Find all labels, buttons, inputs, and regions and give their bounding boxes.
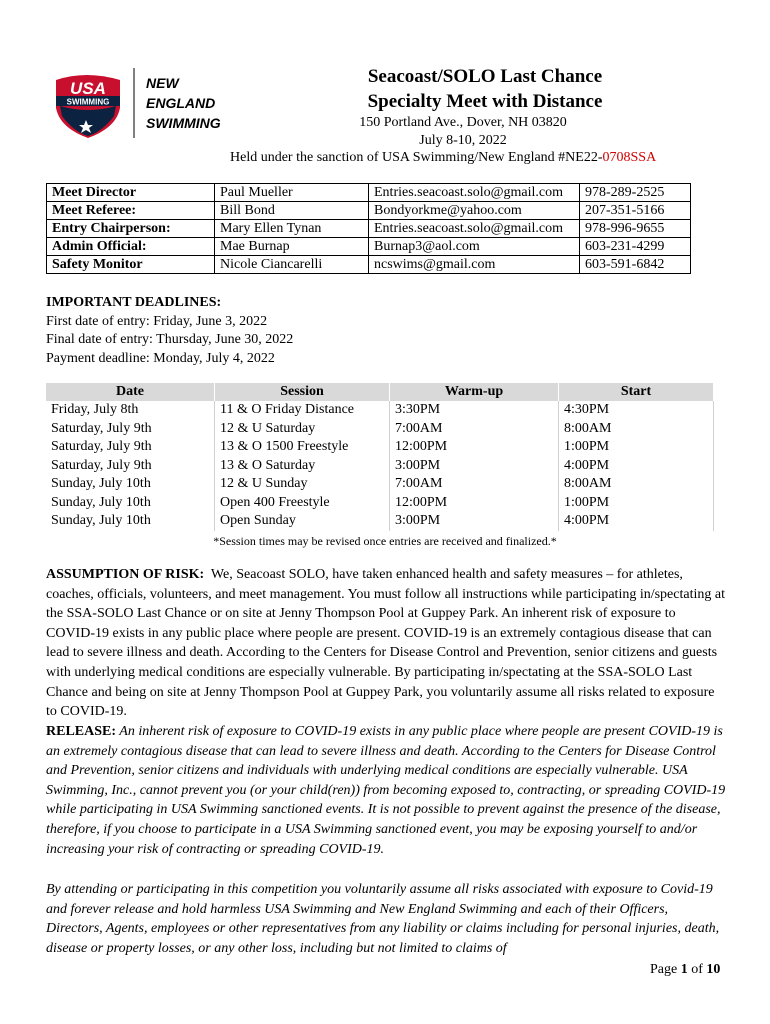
schedule-header-session: Session (215, 383, 390, 401)
first-entry-date: First date of entry: Friday, June 3, 2022 (46, 313, 268, 329)
official-name: Mary Ellen Tynan (215, 220, 369, 238)
meet-title-line2: Specialty Meet with Distance (367, 91, 603, 112)
official-role: Safety Monitor (47, 256, 215, 274)
schedule-date: Friday, July 8th (46, 401, 215, 420)
logo-badge-sub: SWIMMING (66, 97, 110, 107)
schedule-warmup: 12:00PM (390, 438, 559, 457)
official-phone: 603-591-6842 (580, 256, 691, 274)
schedule-row (46, 475, 714, 494)
schedule-header-start: Start (559, 383, 714, 401)
schedule-warmup: 3:30PM (390, 401, 559, 420)
assumption-label: ASSUMPTION OF RISK: (46, 567, 205, 582)
deadlines-heading: IMPORTANT DEADLINES: (46, 295, 222, 310)
important-deadlines (46, 294, 293, 368)
schedule-row (46, 401, 714, 420)
official-role: Meet Referee: (47, 202, 215, 220)
schedule-date: Sunday, July 10th (46, 512, 215, 531)
schedule-row (46, 438, 714, 457)
official-row (47, 256, 691, 274)
attending-paragraph: By attending or participating in this competition you voluntarily assume all risks associated with exposure to Covid-19 and forever release and hold harmless USA Swimming and New England Swimming and each of their Officers, Directors, Agents, employees or other representatives from any liability or claims including for personal injuries, death, disease or property losses, or any other loss, including but not limited to claims of (46, 882, 720, 956)
sanction-line (230, 150, 656, 166)
schedule-start: 4:30PM (559, 401, 714, 420)
official-name: Bill Bond (215, 202, 369, 220)
official-email: ncswims@gmail.com (369, 256, 580, 274)
schedule-session: 13 & O Saturday (215, 457, 390, 476)
schedule-note: *Session times may be revised once entries are received and finalized.* (213, 534, 557, 548)
officials-table (46, 183, 691, 274)
official-phone: 978-289-2525 (580, 184, 691, 202)
final-entry-date: Final date of entry: Thursday, June 30, 2022 (46, 332, 294, 347)
schedule-row (46, 420, 714, 439)
meet-address: 150 Portland Ave., Dover, NH 03820 (359, 115, 567, 130)
official-name: Paul Mueller (215, 184, 369, 202)
schedule-start: 8:00AM (559, 420, 714, 439)
schedule-row (46, 457, 714, 476)
official-email: Bondyorkme@yahoo.com (369, 202, 580, 220)
schedule-warmup: 12:00PM (390, 494, 559, 513)
schedule-warmup: 3:00PM (390, 457, 559, 476)
schedule-start: 1:00PM (559, 438, 714, 457)
official-role: Entry Chairperson: (47, 220, 215, 238)
official-row (47, 238, 691, 256)
schedule-date: Sunday, July 10th (46, 494, 215, 513)
schedule-date: Saturday, July 9th (46, 438, 215, 457)
schedule-session: 12 & U Saturday (215, 420, 390, 439)
page-total: 10 (706, 962, 721, 977)
schedule-row (46, 494, 714, 513)
schedule-warmup: 3:00PM (390, 512, 559, 531)
official-phone: 207-351-5166 (580, 202, 691, 220)
page-of: of (687, 962, 707, 977)
official-row (47, 202, 691, 220)
official-row (47, 220, 691, 238)
logo-org-line3: SWIMMING (146, 115, 221, 131)
schedule-date: Saturday, July 9th (46, 457, 215, 476)
official-name: Mae Burnap (215, 238, 369, 256)
meet-dates: July 8-10, 2022 (419, 133, 507, 148)
schedule-table (46, 383, 714, 531)
schedule-session: Open 400 Freestyle (215, 494, 390, 513)
schedule-date: Saturday, July 9th (46, 420, 215, 439)
schedule-warmup: 7:00AM (390, 420, 559, 439)
official-phone: 978-996-9655 (580, 220, 691, 238)
schedule-start: 4:00PM (559, 457, 714, 476)
schedule-warmup: 7:00AM (390, 475, 559, 494)
schedule-start: 8:00AM (559, 475, 714, 494)
schedule-header-warmup: Warm-up (390, 383, 559, 401)
schedule-session: 13 & O 1500 Freestyle (215, 438, 390, 457)
schedule-row (46, 512, 714, 531)
schedule-session: 12 & U Sunday (215, 475, 390, 494)
page-current: 1 (680, 962, 688, 977)
payment-deadline: Payment deadline: Monday, July 4, 2022 (46, 350, 275, 366)
schedule-date: Sunday, July 10th (46, 475, 215, 494)
assumption-text: We, Seacoast SOLO, have taken enhanced health and safety measures – for athletes, coaches, officials, volunteers, and meet management. You must follow all instructions while participating in/spectating at the SSA-SOLO Last Chance or on site at Jenny Thompson Pool at Guppey Park. An inherent risk of exposure to COVID-19 exists in any public place where people are present. COVID-19 is an extremely contagious disease that can lead to severe illness and death. According to the Centers for Disease Control and Prevention, senior citizens and guests with underlying medical conditions are especially vulnerable. By participating in/spectating at the SSA-SOLO Last Chance and being on site at Jenny Thompson Pool at Guppey Park, you voluntarily assume all risks related to exposure to COVID-19. (46, 567, 725, 720)
schedule-session: Open Sunday (215, 512, 390, 531)
meet-title-line1: Seacoast/SOLO Last Chance (367, 66, 603, 87)
official-email: Entries.seacoast.solo@gmail.com (369, 184, 580, 202)
release-label: RELEASE: (46, 724, 117, 739)
logo-org-line2: ENGLAND (146, 95, 216, 111)
meet-title (330, 64, 640, 114)
official-row (47, 184, 691, 202)
release-text: An inherent risk of exposure to COVID-19 exists in any public place where people are present COVID-19 is an extremely contagious disease that can lead to severe illness and death. According to the Centers for Disease Control and Prevention, senior citizens and individuals with underlying medical conditions are especially vulnerable. USA Swimming, Inc., cannot prevent you (or your child(ren)) from becoming exposed to, contracting, or spreading COVID-19 while participating in USA Swimming sanctioned events. It is not possible to prevent against the presence of the disease, therefore, if you choose to participate in a USA Swimming sanctioned event, you may be exposing yourself to and/or increasing your risk of contracting or spreading COVID-19. (46, 724, 726, 857)
official-name: Nicole Ciancarelli (215, 256, 369, 274)
release-paragraph (46, 722, 726, 859)
official-role: Meet Director (47, 184, 215, 202)
logo-org-line1: NEW (146, 75, 179, 91)
logo-badge-text: USA (70, 79, 106, 98)
schedule-session: 11 & O Friday Distance (215, 401, 390, 420)
page-label: Page (650, 962, 681, 977)
assumption-of-risk (46, 565, 726, 722)
schedule-start: 4:00PM (559, 512, 714, 531)
sanction-prefix: Held under the sanction of USA Swimming/New England #NE22- (230, 150, 603, 165)
official-email: Burnap3@aol.com (369, 238, 580, 256)
official-phone: 603-231-4299 (580, 238, 691, 256)
schedule-header-date: Date (46, 383, 215, 401)
schedule-header-row (46, 383, 714, 401)
official-role: Admin Official: (47, 238, 215, 256)
official-email: Entries.seacoast.solo@gmail.com (369, 220, 580, 238)
schedule-start: 1:00PM (559, 494, 714, 513)
sanction-number: 0708SSA (602, 150, 657, 165)
page-number (650, 962, 720, 978)
session-schedule (46, 383, 714, 531)
